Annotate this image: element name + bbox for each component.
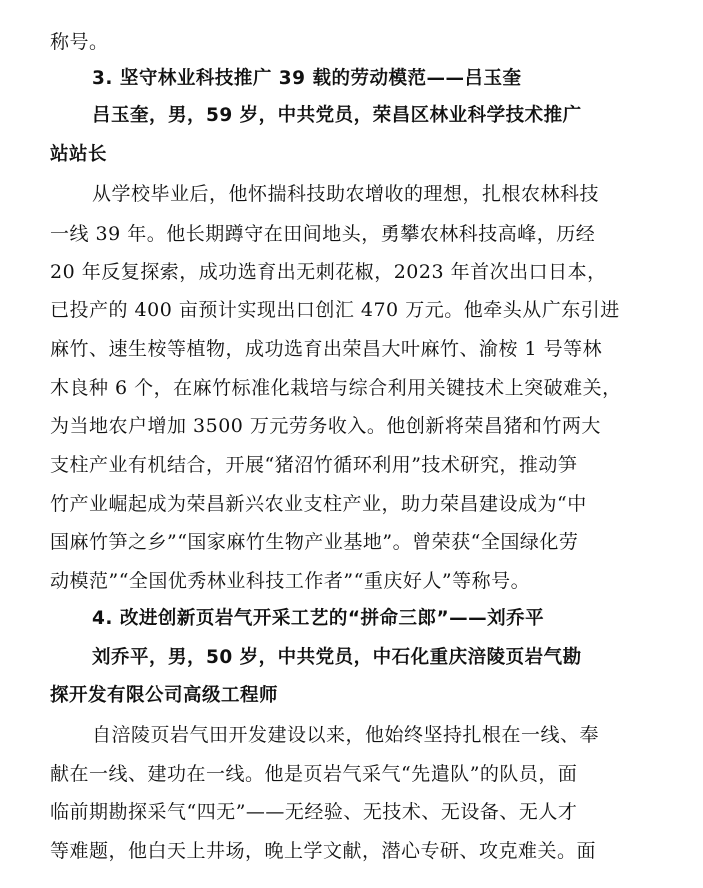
profile-line: 吕玉奎，男，59 岁，中共党员，荣昌区林业科学技术推广 [92, 105, 582, 126]
text-line: 献在一线、建功在一线。他是页岩气采气“先遣队”的队员，面 [50, 763, 578, 785]
text-line: 国麻竹笋之乡”“国家麻竹生物产业基地”。曾荣获“全国绿化劳 [50, 531, 579, 553]
profile-line: 刘乔平，男，50 岁，中共党员，中石化重庆涪陵页岩气勘 [92, 647, 582, 668]
text-line: 称号。 [50, 31, 109, 53]
text-line: 麻竹、速生桉等植物，成功选育出荣昌大叶麻竹、渝桉 1 号等林 [50, 338, 603, 360]
text-line: 已投产的 400 亩预计实现出口创汇 470 万元。他牵头从广东引进 [50, 299, 620, 321]
text-line: 为当地农户增加 3500 万元劳务收入。他创新将荣昌猪和竹两大 [50, 415, 601, 437]
text-line: 竹产业崛起成为荣昌新兴农业支柱产业，助力荣昌建设成为“中 [50, 493, 587, 515]
text-line: 临前期勘探采气“四无”——无经验、无技术、无设备、无人才 [50, 801, 578, 823]
text-line: 从学校毕业后，他怀揣科技助农增收的理想，扎根农林科技 [92, 183, 600, 205]
section-heading: 3. 坚守林业科技推广 39 载的劳动模范——吕玉奎 [92, 68, 522, 89]
text-line: 支柱产业有机结合，开展“猪沼竹循环利用”技术研究，推动笋 [50, 454, 578, 476]
text-line: 一线 39 年。他长期蹲守在田间地头，勇攀农林科技高峰，历经 [50, 223, 596, 245]
section-heading: 4. 改进创新页岩气开采工艺的“拼命三郎”——刘乔平 [92, 608, 545, 629]
text-line: 等难题，他白天上井场，晚上学文献，潜心专研、攻克难关。面 [50, 840, 597, 862]
text-line: 20 年反复探索，成功选育出无刺花椒，2023 年首次出口日本， [50, 261, 607, 283]
profile-line: 探开发有限公司高级工程师 [50, 685, 279, 706]
text-line: 自涪陵页岩气田开发建设以来，他始终坚持扎根在一线、奉 [92, 724, 600, 746]
text-line: 木良种 6 个，在麻竹标准化栽培与综合利用关键技术上突破难关， [50, 377, 622, 399]
profile-line: 站站长 [50, 144, 108, 165]
text-line: 动模范”“全国优秀林业科技工作者”“重庆好人”等称号。 [50, 570, 531, 592]
